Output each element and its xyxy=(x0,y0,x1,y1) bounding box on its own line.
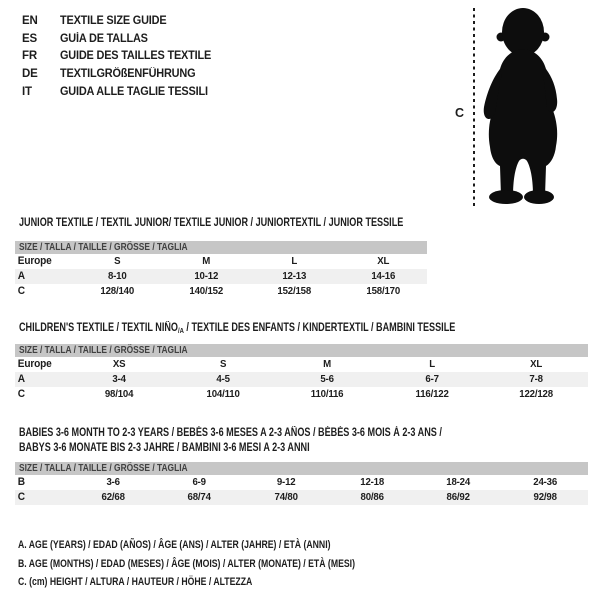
size-header-band xyxy=(15,344,588,357)
table-cell: 10-12 xyxy=(193,270,218,282)
table-cell: M xyxy=(323,358,332,370)
row-label-cell: A xyxy=(17,373,25,385)
table-cell: 92/98 xyxy=(533,491,557,503)
size-band-text: SIZE / TALLA / TAILLE / GRÖSSE / TAGLIA xyxy=(19,344,188,356)
table-cell: 3-4 xyxy=(112,373,126,385)
table-cell: XS xyxy=(112,358,126,370)
language-code: FR xyxy=(22,50,37,63)
table-cell: 24-36 xyxy=(532,476,557,488)
row-label-cell: C xyxy=(17,491,25,503)
table-cell: 104/110 xyxy=(206,388,240,400)
legend-text: A. AGE (YEARS) / EDAD (AÑOS) / ÂGE (ANS) / ALTER (JAHRE) / ETÀ (ANNI) xyxy=(18,539,331,551)
table-cell: 7-8 xyxy=(529,373,543,385)
table-cell: 6-7 xyxy=(424,373,439,385)
language-title-list xyxy=(22,12,219,100)
size-header-band xyxy=(15,241,427,254)
row-label-cell: B xyxy=(17,476,25,488)
table-cell: 158/170 xyxy=(365,285,400,297)
language-code: EN xyxy=(22,14,38,27)
table-row xyxy=(15,269,427,284)
table-cell: 152/158 xyxy=(277,285,312,297)
language-row xyxy=(22,83,219,101)
language-code: DE xyxy=(22,67,38,80)
table-cell: S xyxy=(114,255,121,267)
size-band-text: SIZE / TALLA / TAILLE / GRÖSSE / TAGLIA xyxy=(19,462,188,474)
table-cell: 3-6 xyxy=(106,476,120,488)
title-part: CHILDREN'S TEXTILE / TEXTIL NIÑO xyxy=(19,322,178,334)
table-cell: L xyxy=(291,255,298,267)
table-cell: 98/104 xyxy=(104,388,134,400)
language-title: TEXTILE SIZE GUIDE xyxy=(60,14,167,27)
table-title-line xyxy=(19,441,588,456)
table-cell: 12-18 xyxy=(360,476,385,488)
size-band-text: SIZE / TALLA / TAILLE / GRÖSSE / TAGLIA xyxy=(19,241,188,253)
table-title-text: BABIES 3-6 MONTH TO 2-3 YEARS / BEBÉS 3-6 MESES A 2-3 AÑOS / BÉBÉS 3-6 MOIS À 2-3 ANS / xyxy=(19,427,442,439)
legend-line-a xyxy=(18,536,445,555)
table-cell: 5-6 xyxy=(320,373,335,385)
language-row xyxy=(22,12,219,30)
table-row xyxy=(15,475,588,490)
table-title-text: JUNIOR TEXTILE / TEXTIL JUNIOR/ TEXTILE JUNIOR / JUNIORTEXTIL / JUNIOR TESSILE xyxy=(19,217,404,229)
title-part: / TEXTILE DES ENFANTS / KINDERTEXTIL / BAMBINI TESSILE xyxy=(183,322,456,334)
table-cell: S xyxy=(220,358,227,370)
table-row xyxy=(15,372,588,387)
children-table-section xyxy=(15,322,588,402)
language-code: IT xyxy=(22,85,32,98)
table-title xyxy=(15,217,427,230)
language-row xyxy=(22,65,219,83)
table-cell: 9-12 xyxy=(276,476,296,488)
table-cell: 68/74 xyxy=(187,491,212,503)
table-row xyxy=(15,490,588,505)
language-row xyxy=(22,30,219,48)
table-cell: 4-5 xyxy=(216,373,230,385)
language-title: GUIDA ALLE TAGLIE TESSILI xyxy=(60,85,208,98)
table-cell: XL xyxy=(529,358,542,370)
table-cell: 18-24 xyxy=(446,476,471,488)
language-code: ES xyxy=(22,32,37,45)
height-dotted-line xyxy=(473,8,475,209)
table-title-text: BABYS 3-6 MONATE BIS 2-3 JAHRE / BAMBINI 3-6 MESI A 2-3 ANNI xyxy=(19,442,310,454)
table-cell: 62/68 xyxy=(101,491,125,503)
table-cell: XL xyxy=(376,255,389,267)
table-cell: 140/152 xyxy=(188,285,223,297)
table-cell: 128/140 xyxy=(100,285,135,297)
table-cell: 110/116 xyxy=(311,388,344,400)
size-header-band xyxy=(15,462,588,475)
table-cell: 122/128 xyxy=(519,388,553,400)
language-title: TEXTILGRÖßENFÜHRUNG xyxy=(60,67,196,80)
language-title: GUIDE DES TAILLES TEXTILE xyxy=(60,50,212,63)
row-label-cell: C xyxy=(17,285,25,297)
table-cell: 8-10 xyxy=(107,270,127,282)
row-label-cell: A xyxy=(17,270,25,282)
table-title xyxy=(15,322,588,335)
legend-text: B. AGE (MONTHS) / EDAD (MESES) / ÂGE (MOIS) / ALTER (MONATE) / ETÀ (MESI) xyxy=(18,557,355,570)
table-title xyxy=(15,426,588,456)
table-cell: 80/86 xyxy=(360,491,384,503)
height-label: C xyxy=(455,106,465,120)
table-title-line xyxy=(19,426,588,441)
row-label-cell: Europe xyxy=(17,255,52,267)
table-cell: 74/80 xyxy=(274,491,298,503)
baby-silhouette-icon xyxy=(482,5,574,207)
table-title-text xyxy=(19,322,455,335)
table-row xyxy=(15,254,427,269)
language-row xyxy=(22,47,219,65)
table-cell: 6-9 xyxy=(192,476,207,488)
title-subscript: /A xyxy=(177,326,184,335)
table-cell: 116/122 xyxy=(415,388,449,400)
junior-table-section xyxy=(15,217,427,299)
row-label-cell: C xyxy=(17,388,25,400)
table-cell: L xyxy=(428,358,435,370)
table-cell: 86/92 xyxy=(446,491,471,503)
language-title: GUÍA DE TALLAS xyxy=(60,32,148,45)
table-row xyxy=(15,387,588,402)
row-label-cell: Europe xyxy=(17,358,52,370)
legend-text: C. (cm) HEIGHT / ALTURA / HAUTEUR / HÖHE / ALTEZZA xyxy=(18,576,253,588)
legend-line-c xyxy=(18,573,445,592)
legend xyxy=(18,536,445,592)
legend-line-b xyxy=(18,555,445,574)
table-cell: 14-16 xyxy=(370,270,395,282)
table-cell: 12-13 xyxy=(282,270,307,282)
table-row xyxy=(15,357,588,372)
babies-table-section xyxy=(15,426,588,505)
table-cell: M xyxy=(201,255,210,267)
table-row xyxy=(15,284,427,299)
